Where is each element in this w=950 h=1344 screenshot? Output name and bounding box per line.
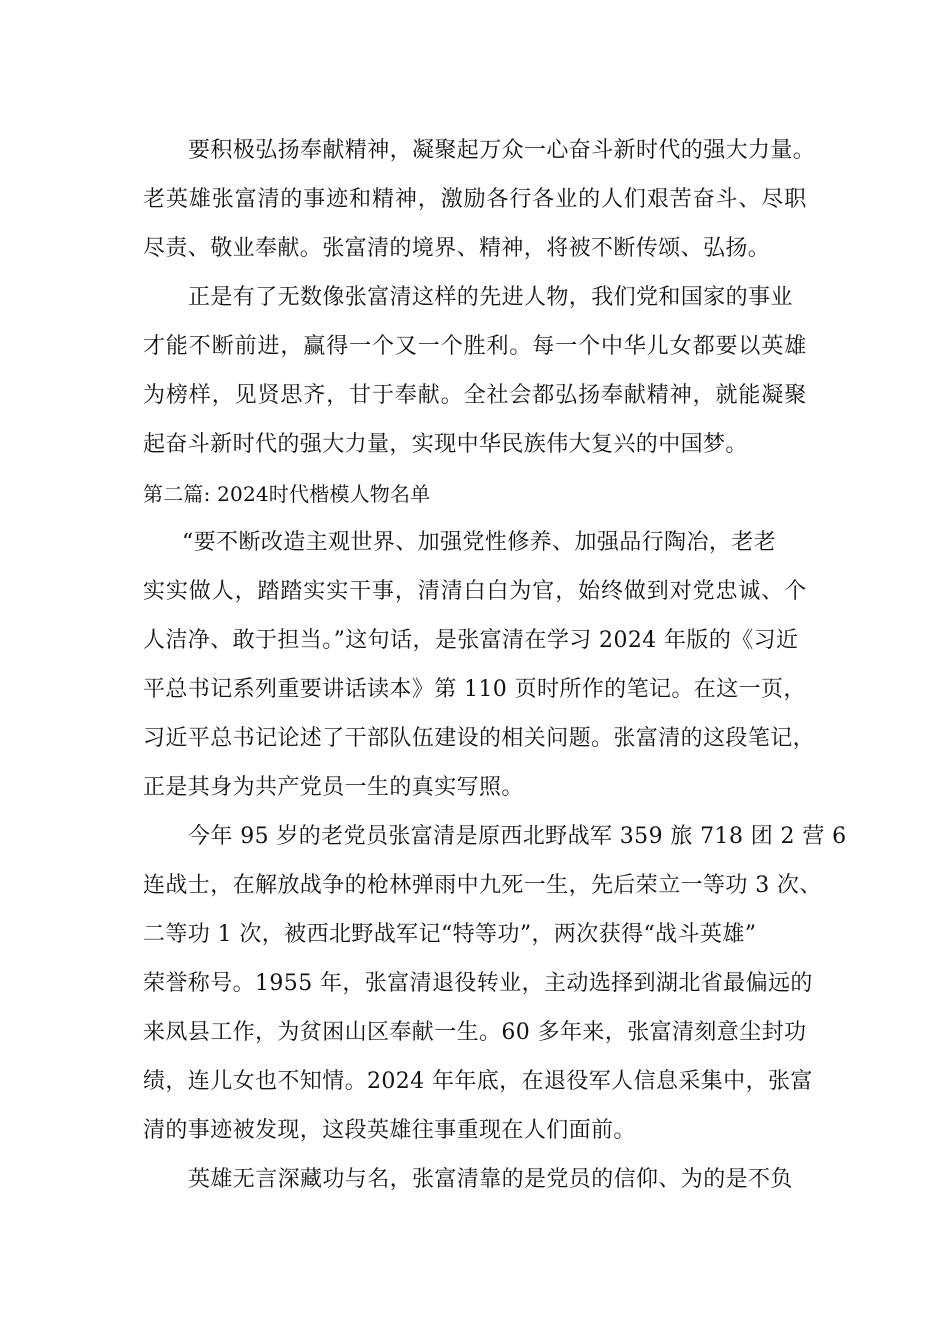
paragraph-1-line-3: 尽责、敬业奉献。张富清的境界、精神，将被不断传颂、弘扬。	[143, 236, 771, 261]
paragraph-4-line-3: 二等功 1 次，被西北野战军记“特等功”，两次获得“战斗英雄”	[143, 922, 757, 947]
paragraph-4-line-6: 绩，连儿女也不知情。2024 年年底，在退役军人信息采集中，张富	[143, 1069, 813, 1094]
paragraph-3-line-1: “要不断改造主观世界、加强党性修养、加强品行陶冶，老老	[182, 530, 777, 555]
paragraph-5-line-1: 英雄无言深藏功与名，张富清靠的是党员的信仰、为的是不负	[188, 1167, 793, 1192]
paragraph-3-line-5: 习近平总书记论述了干部队伍建设的相关问题。张富清的这段笔记，	[143, 726, 816, 751]
paragraph-2-line-1: 正是有了无数像张富清这样的先进人物，我们党和国家的事业	[188, 285, 793, 310]
paragraph-3-line-4: 平总书记系列重要讲话读本》第 110 页时所作的笔记。在这一页，	[143, 677, 806, 702]
paragraph-4-line-5: 来凤县工作，为贫困山区奉献一生。60 多年来，张富清刻意尘封功	[143, 1020, 807, 1045]
paragraph-4-line-7: 清的事迹被发现，这段英雄往事重现在人们面前。	[143, 1118, 636, 1143]
paragraph-3-line-2: 实实做人，踏踏实实干事，清清白白为官，始终做到对党忠诚、个	[143, 579, 808, 604]
paragraph-1-line-2: 老英雄张富清的事迹和精神，激励各行各业的人们艰苦奋斗、尽职	[143, 187, 808, 212]
paragraph-2-line-3: 为榜样，见贤思齐，甘于奉献。全社会都弘扬奉献精神，就能凝聚	[143, 383, 808, 408]
paragraph-4-line-2: 连战士，在解放战争的枪林弹雨中九死一生，先后荣立一等功 3 次、	[143, 873, 822, 898]
paragraph-2-line-4: 起奋斗新时代的强大力量，实现中华民族伟大复兴的中国梦。	[143, 432, 748, 457]
paragraph-4-line-1: 今年 95 岁的老党员张富清是原西北野战军 359 旅 718 团 2 营 6	[188, 824, 847, 849]
paragraph-4-line-4: 荣誉称号。1955 年，张富清退役转业，主动选择到湖北省最偏远的	[143, 971, 813, 996]
paragraph-3-line-6: 正是其身为共产党员一生的真实写照。	[143, 775, 524, 800]
paragraph-1-line-1: 要积极弘扬奉献精神，凝聚起万众一心奋斗新时代的强大力量。	[188, 138, 816, 163]
section-heading: 第二篇: 2024时代楷模人物名单	[143, 482, 431, 506]
paragraph-2-line-2: 才能不断前进，赢得一个又一个胜利。每一个中华儿女都要以英雄	[143, 334, 808, 359]
paragraph-3-line-3: 人洁净、敢于担当。”这句话，是张富清在学习 2024 年版的《习近	[143, 628, 799, 653]
